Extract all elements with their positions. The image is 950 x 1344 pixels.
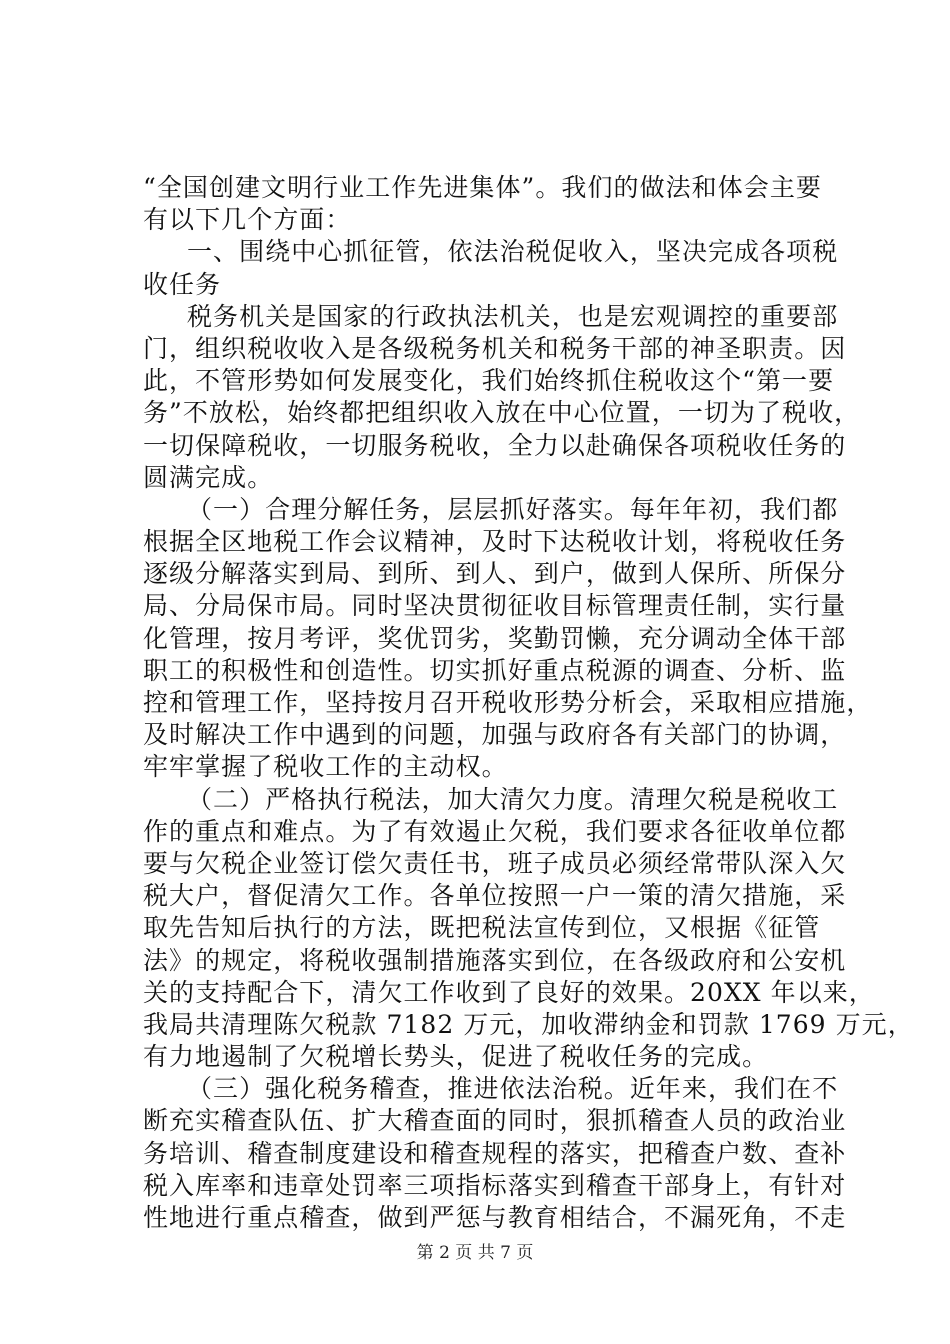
text-line: 性地进行重点稽查，做到严惩与教育相结合，不漏死角，不走 — [143, 1203, 847, 1232]
text-line: 作的重点和难点。为了有效遏止欠税，我们要求各征收单位都 — [143, 816, 847, 846]
text-line: 一、围绕中心抓征管，依法治税促收入，坚决完成各项税 — [187, 237, 839, 267]
text-line: 要与欠税企业签订偿欠责任书，班子成员必须经常带队深入欠 — [143, 848, 847, 878]
text-line: 务培训、稽查制度建设和稽查规程的落实，把稽查户数、查补 — [143, 1138, 847, 1168]
text-line: 牢牢掌握了税收工作的主动权。 — [143, 752, 508, 782]
text-line: 有力地遏制了欠税增长势头，促进了税收任务的完成。 — [143, 1042, 769, 1072]
text-line: 此，不管形势如何发展变化，我们始终抓住税收这个“第一要 — [143, 366, 835, 396]
text-line: 化管理，按月考评，奖优罚劣，奖勤罚懒，充分调动全体干部 — [143, 623, 847, 653]
text-line: 税入库率和违章处罚率三项指标落实到稽查干部身上，有针对 — [143, 1170, 847, 1200]
text-line: 断充实稽查队伍、扩大稽查面的同时，狠抓稽查人员的政治业 — [143, 1106, 847, 1136]
text-line: 逐级分解落实到局、到所、到人、到户，做到人保所、所保分 — [143, 559, 847, 589]
text-line: 有以下几个方面： — [143, 205, 352, 235]
text-line: 法》的规定，将税收强制措施落实到位，在各级政府和公安机 — [143, 945, 847, 975]
text-line: 圆满完成。 — [143, 462, 274, 492]
text-line: 局、分局保市局。同时坚决贯彻征收目标管理责任制，实行量 — [143, 591, 847, 621]
text-line: 我局共清理陈欠税款 7182 万元，加收滞纳金和罚款 1769 万元， — [143, 1009, 914, 1039]
text-line: （二）严格执行税法，加大清欠力度。清理欠税是税收工 — [187, 784, 839, 814]
text-line: 职工的积极性和创造性。切实抓好重点税源的调查、分析、监 — [143, 655, 847, 685]
text-line: “全国创建文明行业工作先进集体”。我们的做法和体会主要 — [143, 173, 822, 202]
text-line: 税务机关是国家的行政执法机关，也是宏观调控的重要部 — [187, 301, 839, 331]
text-line: 取先告知后执行的方法，既把税法宣传到位，又根据《征管 — [143, 913, 821, 943]
text-line: 关的支持配合下，清欠工作收到了良好的效果。20XX 年以来， — [143, 977, 875, 1007]
text-line: 务”不放松，始终都把组织收入放在中心位置，一切为了税收， — [143, 398, 861, 428]
text-line: （一）合理分解任务，层层抓好落实。每年年初，我们都 — [187, 494, 839, 524]
text-line: 控和管理工作，坚持按月召开税收形势分析会，采取相应措施， — [143, 688, 873, 717]
text-line: 收任务 — [143, 269, 222, 299]
text-line: 一切保障税收，一切服务税收，全力以赴确保各项税收任务的 — [143, 430, 847, 460]
text-line: （三）强化税务稽查，推进依法治税。近年来，我们在不 — [187, 1074, 839, 1104]
page-footer: 第 2 页 共 7 页 — [416, 1243, 534, 1263]
text-line: 根据全区地税工作会议精神，及时下达税收计划，将税收任务 — [143, 527, 847, 557]
document-body — [143, 172, 914, 1234]
text-line: 税大户，督促清欠工作。各单位按照一户一策的清欠措施，采 — [143, 881, 847, 911]
text-line: 及时解决工作中遇到的问题，加强与政府各有关部门的协调， — [143, 720, 847, 750]
text-line: 门，组织税收收入是各级税务机关和税务干部的神圣职责。因 — [143, 333, 847, 363]
